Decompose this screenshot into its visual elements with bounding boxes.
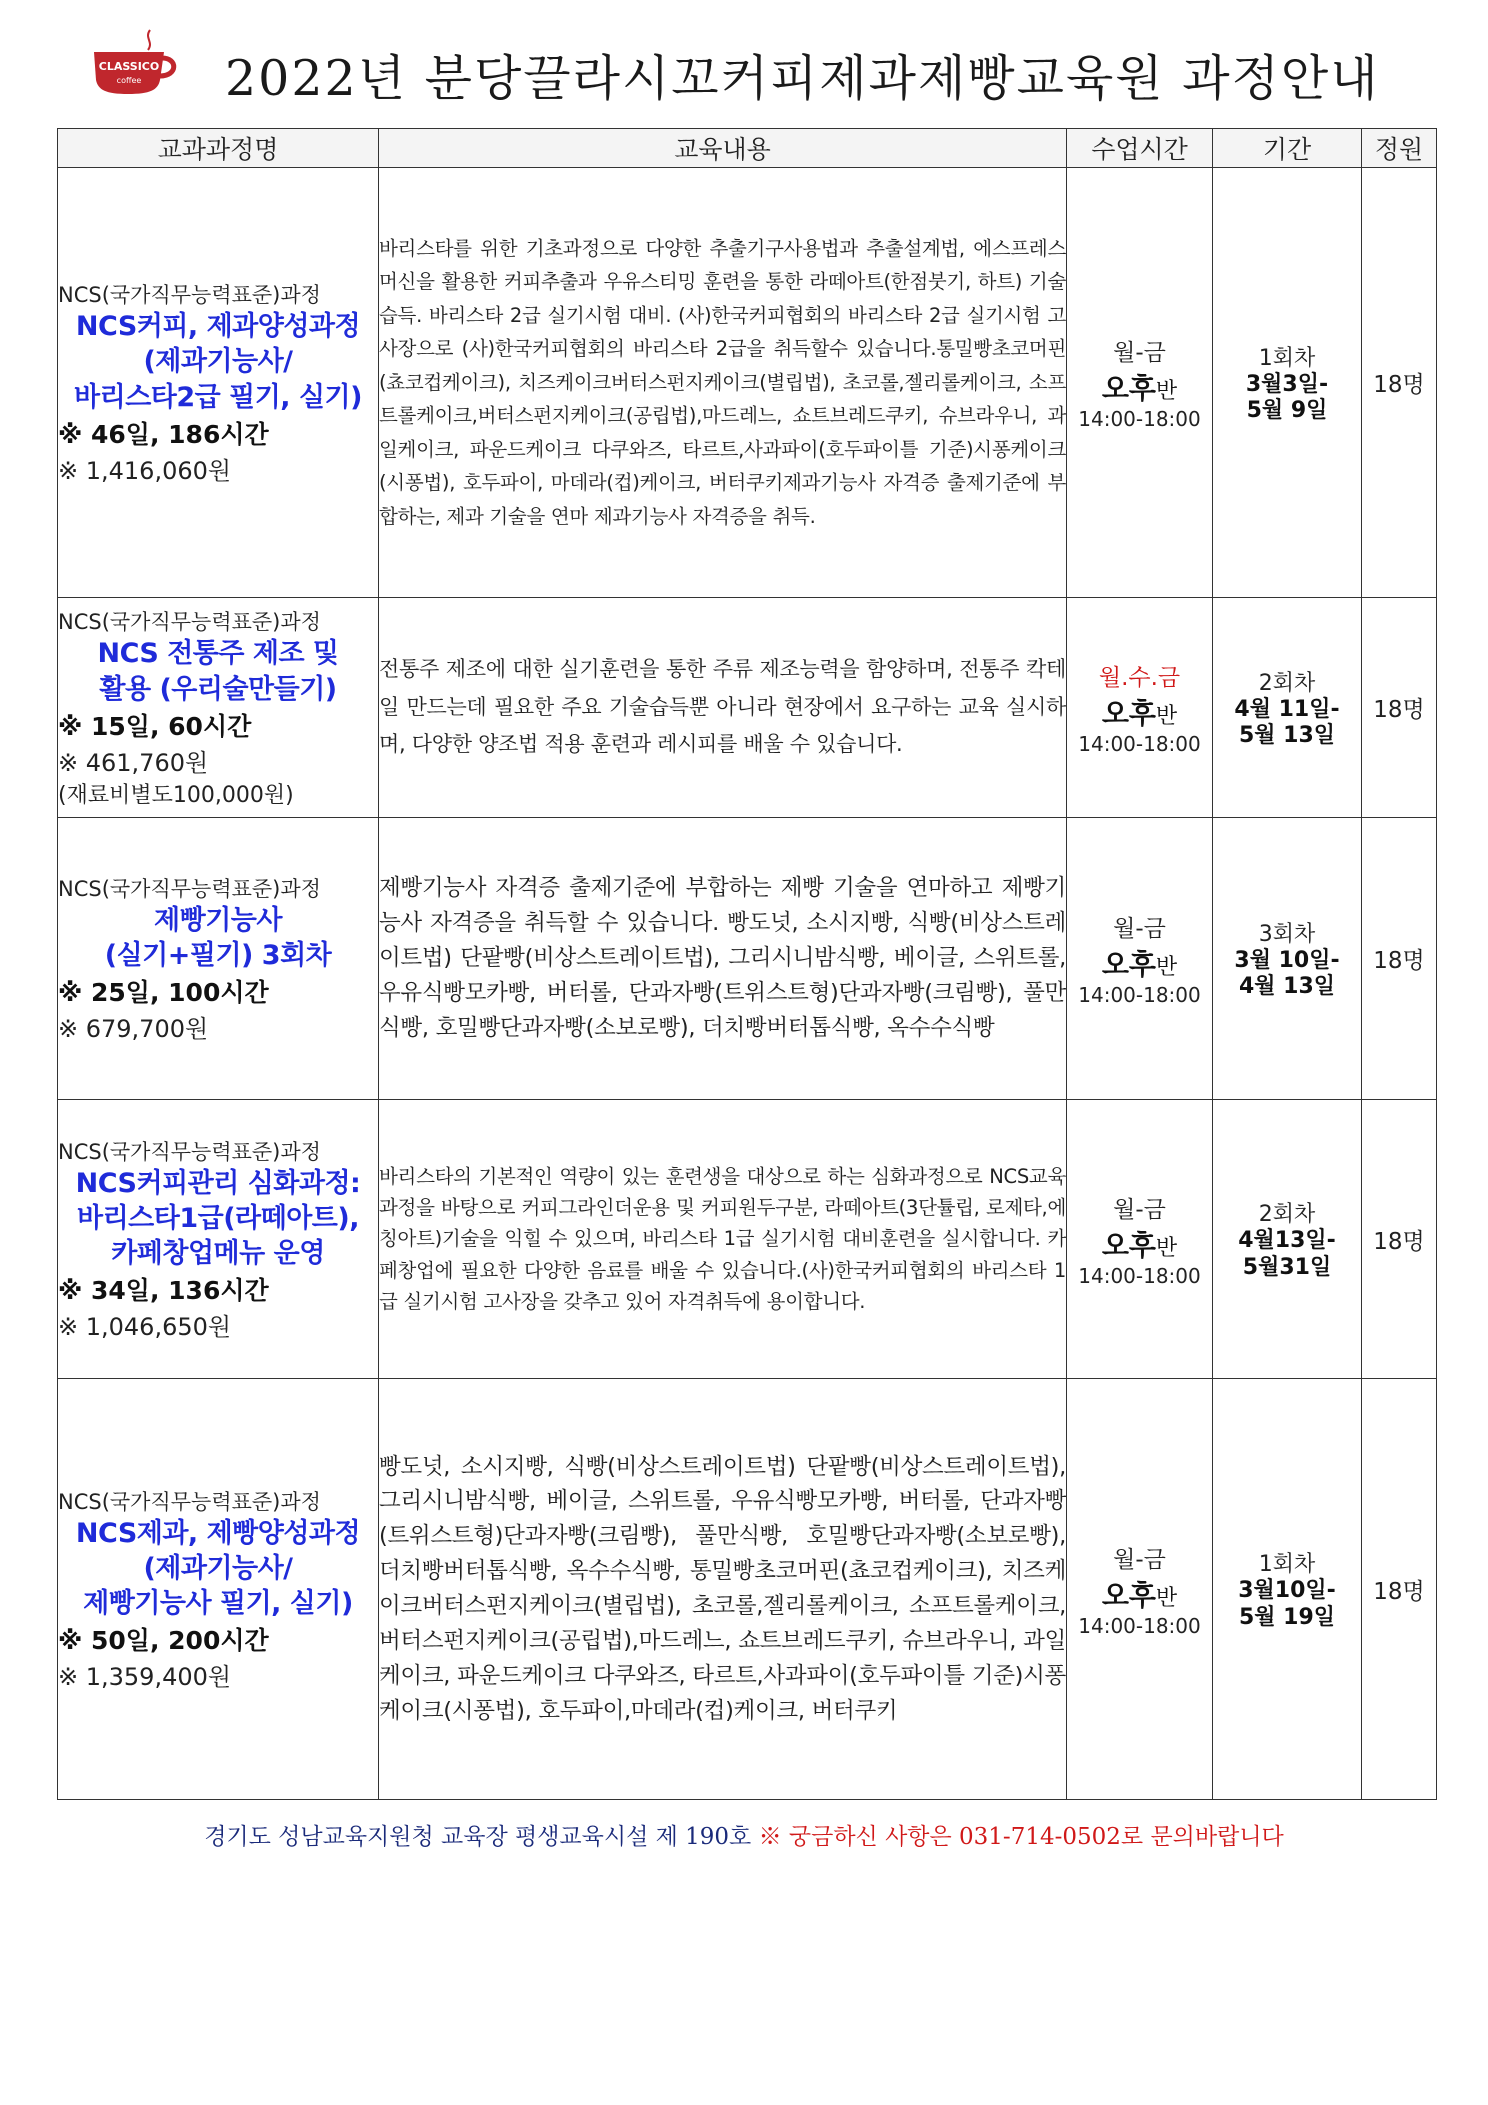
period-date: 5월 9일 — [1246, 398, 1328, 423]
schedule-time: 14:00-18:00 — [1078, 983, 1201, 1007]
course-content: 바리스타의 기본적인 역량이 있는 훈련생을 대상으로 하는 심화과정으로 NCS교육과정을 바탕으로 커피그라인더운용 및 커피원두구분, 라떼아트(3단튤립, 로제타,에칭아트)기술을 익힐 수 있으며, 바리스타 1급 실기시험 대비훈련을 실시합니다. 카페창업에 필요한 다양한 음료를 배울 수 있습니다.(사)한국커피협회의 바리스타 1급 실기시험 고사장을 갖추고 있어 자격취득에 용이합니다. — [379, 1100, 1067, 1379]
course-name — [58, 903, 378, 973]
period-date: 3월3일- — [1245, 371, 1329, 397]
period-cell — [1213, 168, 1362, 598]
course-name-line: NCS 전통주 제조 및 — [97, 638, 339, 670]
schedule-cell — [1067, 1100, 1213, 1379]
period-cell — [1213, 1379, 1362, 1800]
course-category: NCS(국가직무능력표준)과정 — [58, 876, 321, 901]
table-row — [58, 598, 1437, 818]
period-date: 3월 10일- — [1234, 947, 1340, 973]
period-dates — [1213, 1228, 1361, 1281]
capacity-cell: 18명 — [1362, 1100, 1437, 1379]
capacity-cell: 18명 — [1362, 598, 1437, 818]
period-date: 4월 13일 — [1238, 974, 1336, 999]
course-category: NCS(국가직무능력표준)과정 — [58, 283, 321, 308]
period-date: 3월10일- — [1238, 1578, 1336, 1604]
period-cell — [1213, 1100, 1362, 1379]
period-dates — [1213, 1578, 1361, 1631]
course-name-line: NCS커피관리 심화과정: — [75, 1167, 361, 1199]
course-name-line: 활용 (우리술만들기) — [99, 673, 337, 705]
schedule-session — [1067, 1574, 1212, 1614]
course-name-line: 제빵기능사 — [154, 904, 282, 936]
capacity-cell: 18명 — [1362, 1379, 1437, 1800]
coffee-cup-logo-icon — [88, 28, 180, 98]
svg-text:CLASSICO: CLASSICO — [98, 60, 160, 73]
period-dates — [1213, 697, 1361, 750]
period-round: 1회차 — [1258, 345, 1316, 371]
course-content: 전통주 제조에 대한 실기훈련을 통한 주류 제조능력을 함양하며, 전통주 칵테일 만드는데 필요한 주요 기술습득뿐 아니라 현장에서 요구하는 교육 실시하며, 다양한 양조법 적용 훈련과 레시피를 배울 수 있습니다. — [379, 598, 1067, 818]
table-row — [58, 1379, 1437, 1800]
period-date: 5월31일 — [1242, 1254, 1332, 1280]
schedule-time: 14:00-18:00 — [1078, 1263, 1201, 1288]
course-cell — [58, 1379, 379, 1800]
schedule-cell — [1067, 598, 1213, 818]
period-cell — [1213, 818, 1362, 1100]
schedule-cell — [1067, 818, 1213, 1100]
page-title: 2022년 분당끌라시꼬커피제과제빵교육원 과정안내 — [225, 50, 1380, 107]
table-row — [58, 168, 1437, 598]
course-category: NCS(국가직무능력표준)과정 — [58, 610, 321, 635]
course-name-line: 제빵기능사 필기, 실기) — [83, 1588, 353, 1620]
session-pm: 오후 — [1101, 697, 1156, 730]
period-round: 2회차 — [1258, 670, 1316, 696]
course-fee: ※ 679,700원 — [58, 1015, 209, 1044]
course-cell — [58, 1100, 379, 1379]
period-date: 4월 11일- — [1234, 696, 1340, 722]
course-name — [58, 1166, 378, 1271]
table-header-row — [58, 129, 1437, 168]
schedule-session — [1067, 692, 1212, 732]
course-fee: ※ 1,416,060원 — [58, 456, 232, 485]
schedule-session — [1067, 1224, 1212, 1264]
course-name-line: 바리스타2급 필기, 실기) — [74, 381, 362, 413]
schedule-cell — [1067, 1379, 1213, 1800]
footer — [0, 1818, 1488, 1851]
column-header: 교과과정명 — [58, 129, 379, 168]
period-dates — [1213, 948, 1361, 1001]
course-cell — [58, 598, 379, 818]
period-round: 3회차 — [1258, 921, 1316, 947]
course-duration: ※ 50일, 200시간 — [58, 1626, 269, 1656]
course-extra-fee: (재료비별도100,000원) — [58, 782, 294, 808]
period-round: 1회차 — [1258, 1552, 1316, 1578]
course-fee: ※ 1,046,650원 — [58, 1313, 232, 1342]
session-pm: 오후 — [1101, 1578, 1156, 1612]
course-name — [58, 1516, 378, 1621]
schedule-time: 14:00-18:00 — [1078, 732, 1201, 756]
session-ban: 반 — [1155, 1235, 1178, 1261]
schedule-days: 월-금 — [1113, 1546, 1166, 1573]
column-header: 기간 — [1213, 129, 1362, 168]
period-date: 5월 13일 — [1238, 723, 1336, 748]
course-fee: ※ 1,359,400원 — [58, 1663, 232, 1692]
capacity-cell: 18명 — [1362, 168, 1437, 598]
schedule-days: 월-금 — [1113, 916, 1166, 942]
header — [0, 0, 1488, 125]
course-name-line: (제과기능사/ — [143, 346, 293, 378]
schedule-days: 월.수.금 — [1098, 665, 1181, 691]
course-duration: ※ 34일, 136시간 — [58, 1276, 269, 1306]
course-content: 바리스타를 위한 기초과정으로 다양한 추출기구사용법과 추출설계법, 에스프레스 머신을 활용한 커피추출과 우유스티밍 훈련을 통한 라떼아트(한점붓기, 하트) 기술습득. 바리스타 2급 실기시험 대비. (사)한국커피협회의 바리스타 2급 실기시험 고사장으로 (사)한국커피협회의 바리스타 2급을 취득할수 있습니다.통밀빵초코머핀(쵸코컵케이크), 치즈케이크버터스펀지케이크(별립법), 초코롤,젤리롤케이크, 소프트롤케이크,버터스펀지케이크(공립법),마드레느, 쇼트브레드쿠키, 슈브라우니, 과일케이크, 파운드케이크 다쿠와즈, 타르트,사과파이(호두파이틀 기준)시퐁케이크(시퐁법), 호두파이, 마데라(컵)케이크, 버터쿠키제과기능사 자격증 출제기준에 부합하는, 제과 기술을 연마 제과기능사 자격증을 취득. — [379, 168, 1067, 598]
course-name — [58, 309, 378, 414]
schedule-session — [1067, 943, 1212, 983]
course-duration: ※ 25일, 100시간 — [58, 978, 269, 1008]
registration-note: 경기도 성남교육지원청 교육장 평생교육시설 제 190호 — [204, 1824, 752, 1850]
session-pm: 오후 — [1101, 948, 1156, 981]
inquiry-note: ※ 궁금하신 사항은 031-714-0502로 문의바랍니다 — [758, 1824, 1284, 1850]
course-content: 빵도넛, 소시지빵, 식빵(비상스트레이트법) 단팥빵(비상스트레이트법), 그리시니밤식빵, 베이글, 스위트롤, 우유식빵모카빵, 버터롤, 단과자빵(트위스트형)단과자빵(크림빵), 풀만식빵, 호밀빵단과자빵(소보로빵), 더치빵버터톱식빵, 옥수수식빵, 통밀빵초코머핀(쵸코컵케이크), 치즈케이크버터스펀지케이크(별립법), 초코롤,젤리롤케이크, 소프트롤케이크,버터스펀지케이크(공립법),마드레느, 쇼트브레드쿠키, 슈브라우니, 과일케이크, 파운드케이크 다쿠와즈, 타르트,사과파이(호두파이틀 기준)시퐁케이크(시퐁법), 호두파이,마데라(컵)케이크, 버터쿠키 — [379, 1379, 1067, 1800]
period-cell — [1213, 598, 1362, 818]
course-content: 제빵기능사 자격증 출제기준에 부합하는 제빵 기술을 연마하고 제빵기능사 자격증을 취득할 수 있습니다. 빵도넛, 소시지빵, 식빵(비상스트레이트법) 단팥빵(비상스트레이트법), 그리시니밤식빵, 베이글, 스위트롤, 우유식빵모카빵, 버터롤, 단과자빵(트위스트형)단과자빵(크림빵), 풀만식빵, 호밀빵단과자빵(소보로빵), 더치빵버터톱식빵, 옥수수식빵 — [379, 818, 1067, 1100]
session-ban: 반 — [1155, 955, 1178, 980]
course-name-line: NCS커피, 제과양성과정 — [75, 311, 361, 343]
table-row — [58, 1100, 1437, 1379]
capacity-cell: 18명 — [1362, 818, 1437, 1100]
course-table — [57, 128, 1437, 1800]
session-ban: 반 — [1155, 1585, 1178, 1611]
course-name-line: 카페창업메뉴 운영 — [111, 1238, 325, 1270]
schedule-time: 14:00-18:00 — [1078, 1613, 1201, 1638]
course-name — [58, 636, 378, 706]
course-cell — [58, 818, 379, 1100]
column-header: 수업시간 — [1067, 129, 1213, 168]
period-round: 2회차 — [1258, 1202, 1316, 1228]
period-dates — [1213, 372, 1361, 425]
course-category: NCS(국가직무능력표준)과정 — [58, 1139, 321, 1164]
session-ban: 반 — [1155, 704, 1178, 729]
course-fee: ※ 461,760원 — [58, 748, 209, 777]
schedule-days: 월-금 — [1113, 1196, 1166, 1223]
course-name-line: 바리스타1급(라떼아트), — [77, 1202, 359, 1234]
schedule-session — [1067, 367, 1212, 407]
course-cell — [58, 168, 379, 598]
schedule-days: 월-금 — [1113, 340, 1166, 366]
course-name-line: NCS제과, 제빵양성과정 — [75, 1517, 361, 1549]
course-category: NCS(국가직무능력표준)과정 — [58, 1489, 321, 1514]
column-header: 교육내용 — [379, 129, 1067, 168]
course-name-line: (제과기능사/ — [143, 1552, 293, 1584]
session-ban: 반 — [1155, 379, 1178, 404]
table-row — [58, 818, 1437, 1100]
course-name-line: (실기+필기) 3회차 — [104, 940, 332, 971]
course-duration: ※ 46일, 186시간 — [58, 419, 269, 449]
schedule-time: 14:00-18:00 — [1078, 407, 1201, 431]
period-date: 4월13일- — [1238, 1228, 1336, 1254]
svg-text:coffee: coffee — [116, 76, 142, 85]
period-date: 5월 19일 — [1238, 1604, 1336, 1630]
column-header: 정원 — [1362, 129, 1437, 168]
course-duration: ※ 15일, 60시간 — [58, 711, 252, 741]
session-pm: 오후 — [1101, 372, 1156, 405]
session-pm: 오후 — [1101, 1228, 1156, 1262]
schedule-cell — [1067, 168, 1213, 598]
